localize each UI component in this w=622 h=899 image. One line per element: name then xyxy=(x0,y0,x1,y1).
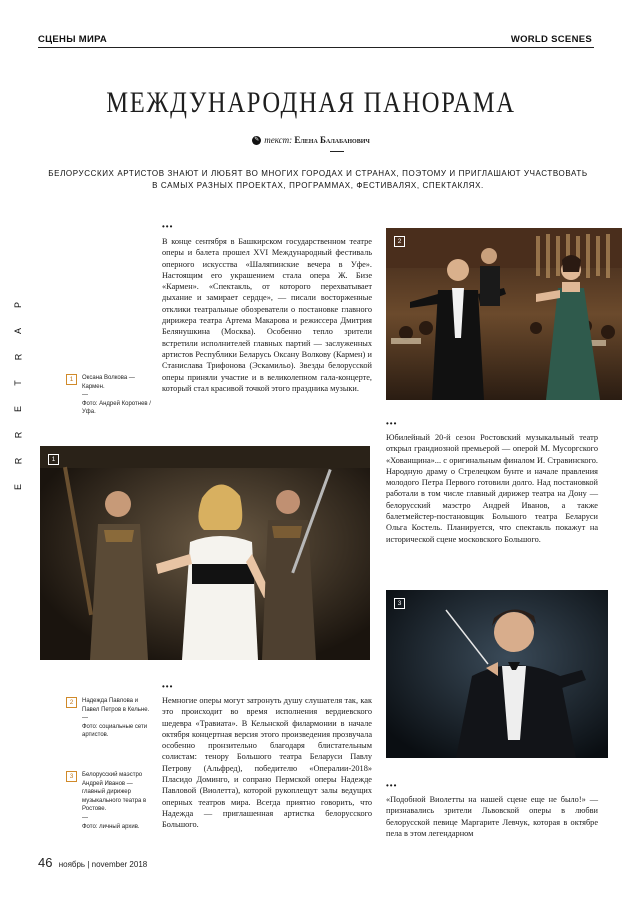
caption-3 xyxy=(66,771,158,841)
side-letter: A xyxy=(12,327,23,335)
byline xyxy=(0,135,622,145)
caption-text: Оксана Волкова — Кармен. xyxy=(82,375,135,390)
photo-number: 1 xyxy=(48,454,59,465)
side-letter: T xyxy=(13,380,23,386)
caption-number: 2 xyxy=(66,697,77,708)
paragraph-cologne: Немногие оперы могут затронуть душу слушателя так, как это происходит во время исполнения вердиевского шедевра «Травиата». В Кельнской филармонии в начале октября концертная версия этого произведения прозвучала особенно пронзительно благодаря блистательным солистам: тенору Большого театра Беларуси Павлу Петрову (Альфред), победителю «Опералии-2018» Пласидо Доминго, и сопрано Пермской оперы Надежде Павловой (Виолетта), которой рукоплещут залы ведущих оперных театров мира. Всегда приятно говорить, что Надежда — приглашенная артистка белорусского Большого. xyxy=(162,696,372,830)
photo-cologne-concert xyxy=(386,228,622,400)
byline-divider xyxy=(330,151,344,152)
caption-number: 1 xyxy=(66,374,77,385)
caption-dash: — xyxy=(82,392,88,399)
page-number: 46 xyxy=(38,855,53,870)
photo-conductor xyxy=(386,590,608,758)
side-letter: E xyxy=(12,405,23,413)
side-rubric xyxy=(12,300,24,492)
article-title: МЕЖДУНАРОДНАЯ ПАНОРАМА xyxy=(106,86,516,119)
section-label-en: WORLD SCENES xyxy=(510,34,592,45)
separator: ••• xyxy=(162,222,174,231)
caption-dash: — xyxy=(82,814,88,821)
photo-carmen xyxy=(40,446,370,660)
conductor-photo-image xyxy=(386,590,608,758)
side-letter: R xyxy=(13,431,23,439)
side-letter: R xyxy=(13,457,23,465)
header-rule xyxy=(38,47,594,48)
caption-credit: Фото: социальные сети артистов. xyxy=(82,723,148,739)
carmen-photo-image xyxy=(40,446,370,660)
caption-text: Надежда Павлова и Павел Петров в Кельне. xyxy=(82,698,150,713)
section-label: СЦЕНЫ МИРА xyxy=(38,34,108,45)
caption-credit: Фото: Андрей Коротнев / Уфа. xyxy=(82,400,151,416)
byline-label: текст: xyxy=(264,135,293,145)
caption-number: 3 xyxy=(66,771,77,782)
photo-number: 3 xyxy=(394,598,405,609)
separator: ••• xyxy=(386,419,398,428)
caption-dash: — xyxy=(82,715,88,722)
caption-text: Белорусский маэстро Андрей Иванов — главный дирижер музыкального театра в Ростове. xyxy=(82,772,147,813)
page-footer xyxy=(38,855,147,870)
paragraph-rostov: Юбилейный 20-й сезон Ростовский музыкальный театр открыл грандиозной премьерой — оперой М. Мусоргского «Хованщина»... с оригинальным финалом И. Стравинского. Народную драму о Стрелецком бунте и начале правления молодого Петра Первого готовили долго. Над постановкой работали в том числе главный дирижер театра на Дону — белорусский маэстро Андрей Иванов, а также балетмейстер-постановщик Большого театра Беларуси Ольга Костель. Планируется, что спектакль покажут на исторической сцене московского Большого. xyxy=(386,433,598,544)
paragraph-lviv: «Подобной Виолетты на нашей сцене еще не было!» — признавались зрители Львовской оперы в любви белорусской певице Маргарите Левчук, которая в октябре пела в этом легендарном xyxy=(386,795,598,838)
pen-icon: ✎ xyxy=(254,137,260,144)
paragraph-ufa: В конце сентября в Башкирском государственном театре оперы и балета прошел XVI Международный фестиваль оперного искусства «Шаляпинские вечера в Уфе». Настоящим его украшением стала опера Ж. Бизе «Кармен». «Спектакль, от которого перехватывает дыхание и замирает сердце», — писали восторженные отклики театральные обозреватели о постановке главного дирижера театра Артема Макарова и режиссера Дмитрия Белянушкина (Москва). Особенно тепло зрители встретили исполнителей главных партий — заслуженных артистов Республики Беларусь Оксану Волкову (Кармен) и Станислава Трифонова (Эскамильо). Звезды белорусской оперы приняли участие и в великолепном гала-концерте, который стал красивой точкой этого праздника музыки. xyxy=(162,237,372,393)
lead-paragraph: БЕЛОРУССКИХ АРТИСТОВ ЗНАЮТ И ЛЮБЯТ ВО МНОГИХ ГОРОДАХ И СТРАНАХ, ПОЭТОМУ И ПРИГЛАШАЮТ УЧАСТВОВАТЬ В САМЫХ РАЗНЫХ ПРОЕКТАХ, ПРОГРАММАХ, ФЕСТИВАЛЯХ, СПЕКТАКЛЯХ. xyxy=(48,169,588,190)
byline-author: Елена Балабанович xyxy=(294,135,370,145)
photo-number: 2 xyxy=(394,236,405,247)
side-letter: P xyxy=(12,301,23,309)
caption-credit: Фото: личный архив. xyxy=(82,823,140,830)
separator: ••• xyxy=(162,682,174,691)
side-letter: E xyxy=(12,483,23,491)
separator: ••• xyxy=(386,781,398,790)
concert-photo-image xyxy=(386,228,622,400)
side-letter: R xyxy=(13,353,23,361)
issue-date: ноябрь | november 2018 xyxy=(58,860,148,869)
caption-1 xyxy=(66,374,158,424)
caption-2 xyxy=(66,697,158,757)
